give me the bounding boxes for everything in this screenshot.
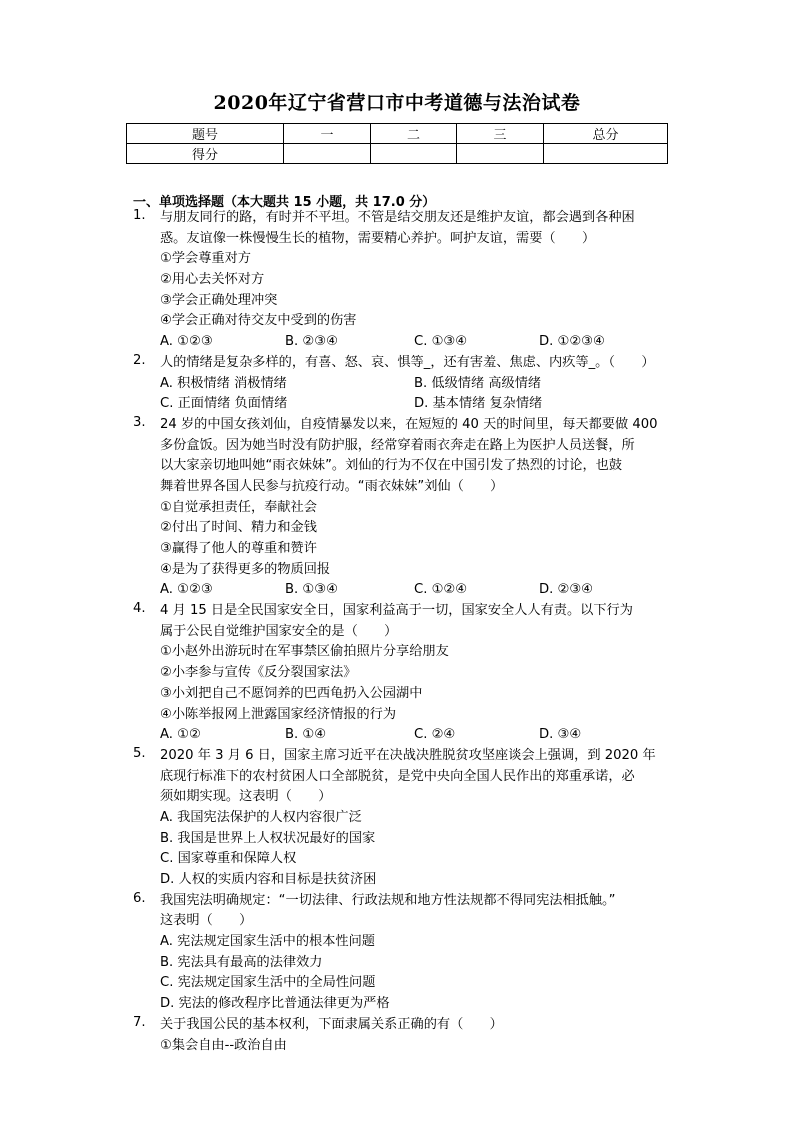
question-stem-line: 关于我国公民的基本权利，下面隶属关系正确的有（ ） [160,1016,503,1032]
question-stem-line: 这表明（ ） [160,913,253,929]
option-b: B. 宪法具有最高的法律效力 [160,954,323,970]
option-d: D. 基本情绪 复杂情绪 [414,396,543,412]
question [133,415,668,601]
question-stem-line: 4 月 15 日是全民国家安全日，国家利益高于一切，国家安全人人有责。以下行为 [160,603,633,619]
option-b: B. ①④ [285,727,327,743]
question-number: 2. [133,352,146,368]
question-number: 5. [133,745,146,761]
answer-options [160,332,668,353]
question-stem-line: 舞着世界各国人民参与抗疫行动。“雨衣妹妹”刘仙（ ） [160,478,504,494]
score-header-cell: 二 [371,124,457,144]
option-c: C. 正面情绪 负面情绪 [160,396,288,412]
exam-title: 2020年辽宁省营口市中考道德与法治试卷 [213,92,581,114]
question [133,353,668,415]
score-cell [457,144,544,164]
question-stem-line: 惑。友谊像一株慢慢生长的植物，需要精心养护。呵护友谊，需要（ ） [160,230,596,246]
question [133,601,668,746]
question [133,1015,668,1056]
question-stem-line: 以大家亲切地叫她“雨衣妹妹”。刘仙的行为不仅在中国引发了热烈的讨论，也鼓 [160,458,623,474]
question [133,746,668,891]
question-stem-line: 我国宪法明确规定：“一切法律、行政法规和地方性法规都不得同宪法相抵触。” [160,892,616,908]
answer-options [160,394,668,415]
question-item: ③小刘把自己不愿饲养的巴西龟扔入公园湖中 [160,685,423,701]
option-c: C. ①②④ [414,582,468,598]
question-stem-line: 多份盒饭。因为她当时没有防护服，经常穿着雨衣奔走在路上为医护人员送餐，所 [160,437,635,453]
option-c: C. ②④ [414,727,456,743]
question-item: ②付出了时间、精力和金钱 [160,520,317,536]
score-header-cell: 一 [284,124,371,144]
question-item: ①集会自由--政治自由 [160,1037,287,1053]
option-b: B. ①③④ [285,582,338,598]
question-item: ④小陈举报网上泄露国家经济情报的行为 [160,706,397,722]
score-table [126,123,668,164]
option-c: C. 国家尊重和保障人权 [160,851,297,867]
section-heading: 一、单项选择题（本大题共 15 小题，共 17.0 分） [133,195,436,210]
question-item: ④学会正确对待交友中受到的伤害 [160,313,357,329]
option-b: B. ②③④ [285,334,338,350]
question-item: ②用心去关怀对方 [160,272,265,288]
option-a: A. ①②③ [160,334,213,350]
score-table-header-row [127,124,668,144]
option-a: A. 我国宪法保护的人权内容很广泛 [160,809,362,825]
option-a: A. ①② [160,727,201,743]
score-header-cell: 总分 [544,124,668,144]
question-stem-line: 属于公民自觉维护国家安全的是（ ） [160,623,398,639]
score-header-cell: 三 [457,124,544,144]
question-stem-line: 2020 年 3 月 6 日，国家主席习近平在决战决胜脱贫攻坚座谈会上强调，到 2020 年 [160,747,656,763]
question-item: ①小赵外出游玩时在军事禁区偷拍照片分享给朋友 [160,644,449,660]
question-stem-line: 底现行标准下的农村贫困人口全部脱贫，是党中央向全国人民作出的郑重承诺，必 [160,768,635,784]
score-cell [284,144,371,164]
option-d: D. ③④ [539,727,582,743]
option-d: D. ①②③④ [539,334,605,350]
question-stem-line: 24 岁的中国女孩刘仙，自疫情暴发以来，在短短的 40 天的时间里，每天都要做 400 [160,416,658,432]
question-number: 4. [133,601,146,617]
option-a: A. 宪法规定国家生活中的根本性问题 [160,934,375,950]
answer-options [160,374,668,395]
score-cell [371,144,457,164]
question-item: ③赢得了他人的尊重和赞许 [160,541,317,556]
question-item: ②小李参与宣传《反分裂国家法》 [160,665,357,681]
option-a: A. ①②③ [160,582,213,598]
option-d: D. 宪法的修改程序比普通法律更为严格 [160,996,390,1012]
score-header-cell: 题号 [127,124,284,144]
score-row-label: 得分 [127,144,284,164]
question-item: ①学会尊重对方 [160,251,251,267]
option-d: D. ②③④ [539,582,594,598]
question-item: ④是为了获得更多的物质回报 [160,561,331,577]
question [133,891,668,1015]
question-number: 7. [133,1014,146,1030]
option-a: A. 积极情绪 消极情绪 [160,375,287,391]
question-item: ③学会正确处理冲突 [160,292,278,308]
answer-options [160,580,668,601]
question-number: 1. [133,208,146,223]
question-stem-line: 与朋友同行的路，有时并不平坦。不管是结交朋友还是维护友谊，都会遇到各种困 [160,210,635,225]
question-item: ①自觉承担责任，奉献社会 [160,499,317,515]
question-number: 3. [133,414,146,430]
question [133,208,668,353]
question-number: 6. [133,890,146,906]
question-stem-line: 须如期实现。这表明（ ） [160,789,332,805]
option-d: D. 人权的实质内容和目标是扶贫济困 [160,872,377,887]
answer-options [160,725,668,746]
option-c: C. ①③④ [414,334,468,350]
option-b: B. 我国是世界上人权状况最好的国家 [160,830,376,846]
question-list [133,208,668,1056]
score-table-score-row [127,144,668,164]
option-b: B. 低级情绪 高级情绪 [414,375,542,391]
score-cell [544,144,668,164]
question-stem-line: 人的情绪是复杂多样的，有喜、怒、哀、惧等_，还有害羞、焦虑、内疚等_。（ ） [160,354,655,370]
option-c: C. 宪法规定国家生活中的全局性问题 [160,975,376,991]
